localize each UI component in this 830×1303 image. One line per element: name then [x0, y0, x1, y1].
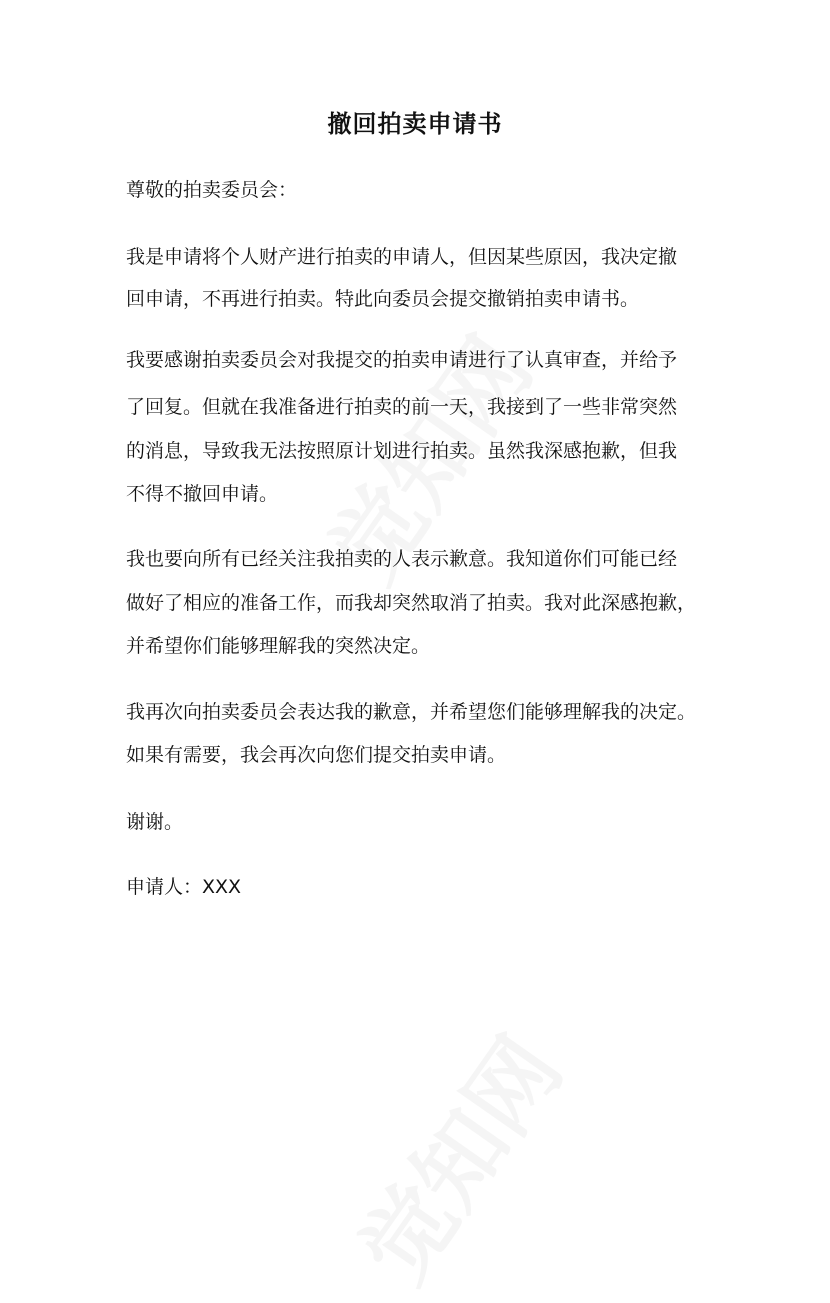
signature: 申请人：XXX [126, 876, 242, 898]
watermark-bottom [324, 1007, 585, 1303]
paragraph-2-line-4: 不得不撤回申请。 [126, 483, 279, 505]
document-title: 撤回拍卖申请书 [327, 110, 503, 138]
paragraph-1-line-1: 我是申请将个人财产进行拍卖的申请人，但因某些原因，我决定撤 [126, 246, 678, 268]
paragraph-4-line-1: 我再次向拍卖委员会表达我的歉意，并希望您们能够理解我的决定。 [126, 701, 697, 723]
paragraph-2-line-1: 我要感谢拍卖委员会对我提交的拍卖申请进行了认真审查，并给予 [126, 349, 678, 371]
paragraph-2-line-2: 了回复。但就在我准备进行拍卖的前一天，我接到了一些非常突然 [126, 396, 678, 418]
paragraph-3-line-2: 做好了相应的准备工作，而我却突然取消了拍卖。我对此深感抱歉， [126, 592, 697, 614]
paragraph-3-line-1: 我也要向所有已经关注我拍卖的人表示歉意。我知道你们可能已经 [126, 548, 678, 570]
paragraph-4-line-2: 如果有需要，我会再次向您们提交拍卖申请。 [126, 744, 507, 766]
salutation: 尊敬的拍卖委员会： [126, 179, 298, 201]
closing: 谢谢。 [126, 811, 184, 833]
paragraph-3-line-3: 并希望你们能够理解我的突然决定。 [126, 635, 431, 657]
paragraph-1-line-2: 回申请，不再进行拍卖。特此向委员会提交撤销拍卖申请书。 [126, 288, 640, 310]
paragraph-2-line-3: 的消息，导致我无法按照原计划进行拍卖。虽然我深感抱歉，但我 [126, 440, 678, 462]
